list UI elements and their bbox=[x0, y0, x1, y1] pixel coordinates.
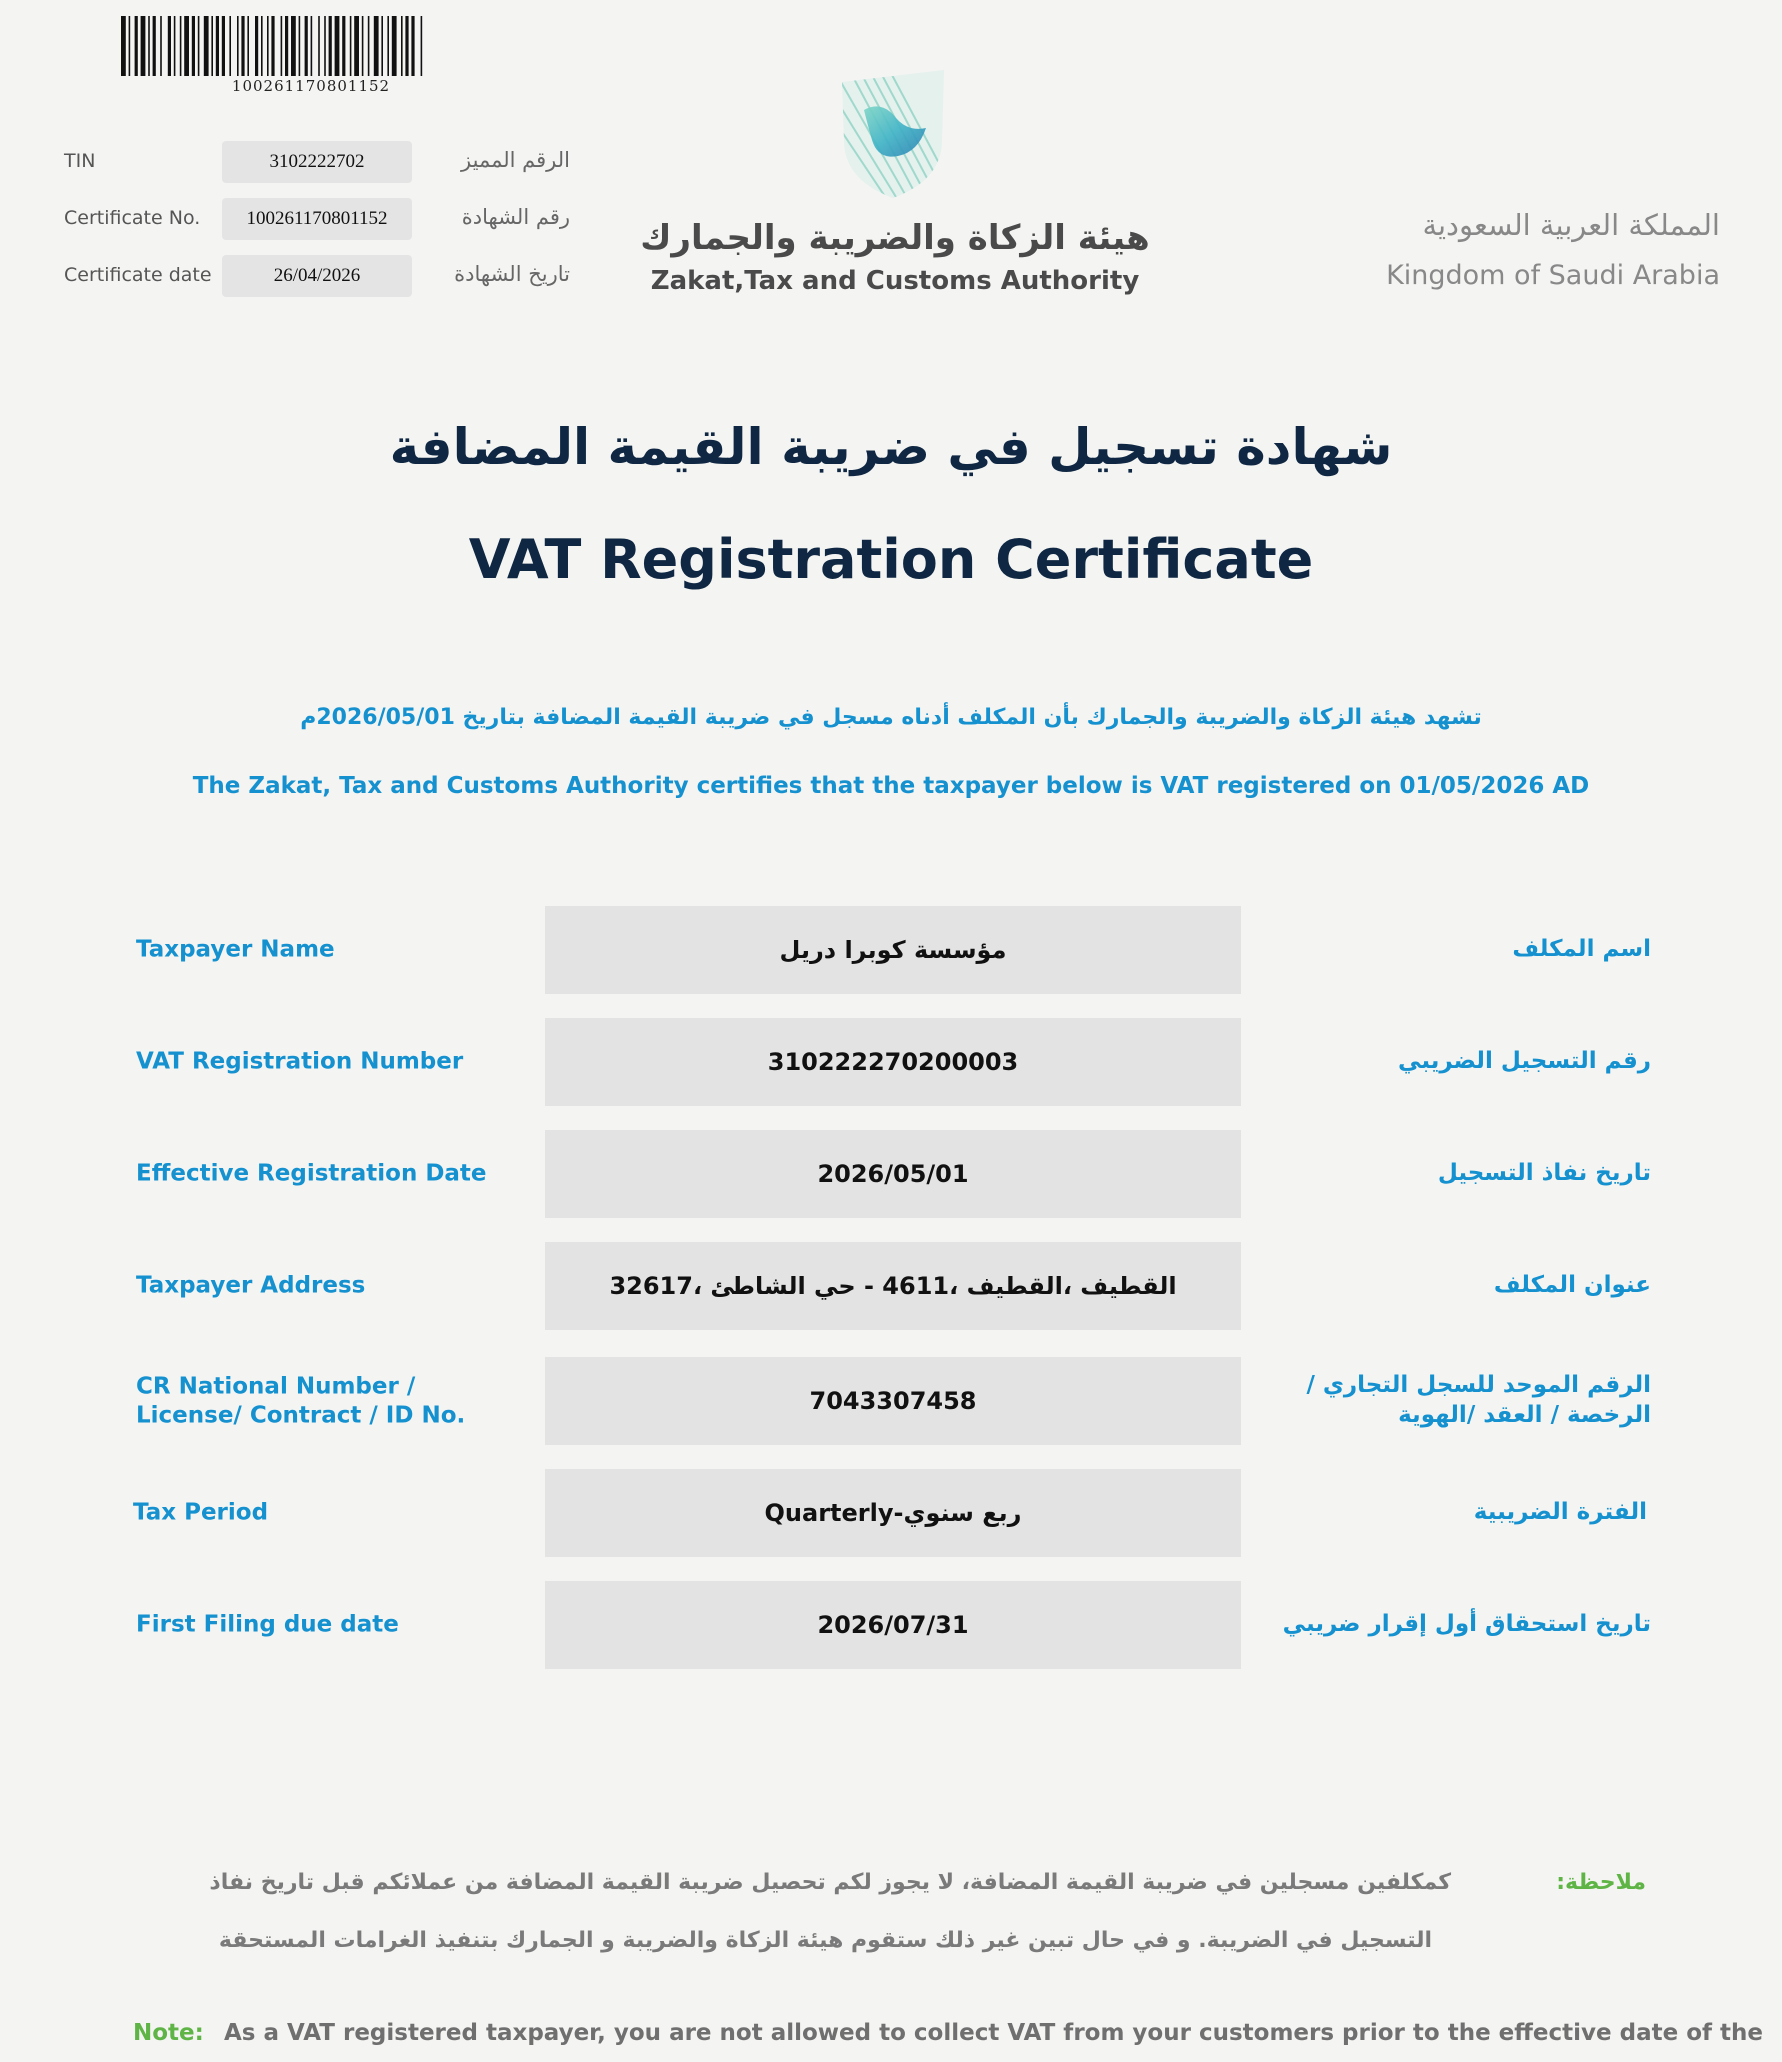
taxpayer-name-value: مؤسسة كوبرا دريل bbox=[545, 906, 1241, 994]
certificate-date-value: 26/04/2026 bbox=[222, 255, 412, 297]
first-filing-date-label-ar: تاريخ استحقاق أول إقرار ضريبي bbox=[1282, 1611, 1651, 1638]
cr-number-label-ar bbox=[1306, 1371, 1651, 1431]
kingdom-name-en: Kingdom of Saudi Arabia bbox=[1386, 260, 1720, 291]
certificate-no-label-en: Certificate No. bbox=[64, 207, 201, 229]
authority-name-ar: هيئة الزكاة والضريبة والجمارك bbox=[640, 218, 1150, 258]
field-row-vat-number bbox=[0, 1018, 1782, 1106]
certificate-no-label-ar: رقم الشهادة bbox=[461, 205, 570, 229]
effective-date-label-ar: تاريخ نفاذ التسجيل bbox=[1437, 1160, 1651, 1187]
vat-number-value: 310222270200003 bbox=[545, 1018, 1241, 1106]
tax-period-label-en: Tax Period bbox=[133, 1499, 269, 1526]
note-text-ar-line2: التسجيل في الضريبة. و في حال تبين غير ذلك ستقوم هيئة الزكاة والضريبة و الجمارك بتنفيذ الغرامات المستحقة bbox=[218, 1928, 1432, 1953]
barcode-number: 100261170801152 bbox=[231, 77, 391, 95]
certificate-date-label-en: Certificate date bbox=[64, 264, 212, 286]
cr-number-label-en bbox=[136, 1372, 465, 1430]
note-label-ar: ملاحظة: bbox=[1556, 1870, 1646, 1895]
field-row-cr-number bbox=[0, 1357, 1782, 1445]
cr-number-value: 7043307458 bbox=[545, 1357, 1241, 1445]
authority-name-en: Zakat,Tax and Customs Authority bbox=[650, 266, 1140, 296]
field-row-first-filing-date bbox=[0, 1581, 1782, 1669]
effective-date-value: 2026/05/01 bbox=[545, 1130, 1241, 1218]
field-row-taxpayer-address bbox=[0, 1242, 1782, 1330]
tax-period-label-ar: الفترة الضريبية bbox=[1473, 1499, 1647, 1526]
tin-value: 3102222702 bbox=[222, 141, 412, 183]
taxpayer-address-label-en: Taxpayer Address bbox=[136, 1272, 366, 1299]
title-ar: شهادة تسجيل في ضريبة القيمة المضافة bbox=[389, 418, 1393, 476]
certificate-no-value: 100261170801152 bbox=[222, 198, 412, 240]
certification-statement-ar: تشهد هيئة الزكاة والضريبة والجمارك بأن المكلف أدناه مسجل في ضريبة القيمة المضافة بتاريخ 2026/05/01م bbox=[300, 705, 1482, 730]
taxpayer-name-label-ar: اسم المكلف bbox=[1512, 936, 1651, 963]
certification-statement-en: The Zakat, Tax and Customs Authority certifies that the taxpayer below is VAT registered on 01/05/2026 AD bbox=[192, 773, 1590, 799]
barcode-image bbox=[121, 16, 501, 76]
vat-number-label-ar: رقم التسجيل الضريبي bbox=[1398, 1048, 1651, 1075]
certificate-date-label-ar: تاريخ الشهادة bbox=[454, 262, 570, 286]
header-row-certificate-no bbox=[62, 195, 582, 252]
kingdom-name-ar: المملكة العربية السعودية bbox=[1422, 208, 1720, 242]
taxpayer-name-label-en: Taxpayer Name bbox=[136, 936, 335, 963]
tin-label-en: TIN bbox=[64, 150, 96, 172]
effective-date-label-en: Effective Registration Date bbox=[136, 1160, 487, 1187]
cr-number-label-en-line2: License/ Contract / ID No. bbox=[136, 1402, 466, 1428]
taxpayer-address-label-ar: عنوان المكلف bbox=[1493, 1272, 1651, 1299]
field-row-taxpayer-name bbox=[0, 906, 1782, 994]
first-filing-date-value: 2026/07/31 bbox=[545, 1581, 1241, 1669]
cr-number-label-en-line1: CR National Number / bbox=[136, 1373, 416, 1400]
authority-logo-icon bbox=[834, 70, 952, 200]
note-text-en: As a VAT registered taxpayer, you are not allowed to collect VAT from your customers prior to the effective date of the bbox=[224, 2020, 1763, 2046]
title-en: VAT Registration Certificate bbox=[468, 528, 1314, 591]
first-filing-date-label-en: First Filing due date bbox=[136, 1611, 399, 1638]
taxpayer-address-value: القطيف ،القطيف ،4611 - حي الشاطئ ،32617 bbox=[545, 1242, 1241, 1330]
tin-label-ar: الرقم المميز bbox=[461, 148, 570, 172]
note-label-en: Note: bbox=[133, 2020, 204, 2046]
header-row-tin bbox=[62, 138, 582, 195]
field-row-tax-period bbox=[0, 1469, 1782, 1557]
vat-number-label-en: VAT Registration Number bbox=[136, 1048, 464, 1075]
note-text-ar-line1: كمكلفين مسجلين في ضريبة القيمة المضافة، لا يجوز لكم تحصيل ضريبة القيمة المضافة من عملائكم قبل تاريخ نفاذ bbox=[209, 1870, 1451, 1895]
header-row-certificate-date bbox=[62, 252, 582, 309]
cr-number-label-ar-line2: الرخصة / العقد /الهوية bbox=[1398, 1402, 1651, 1428]
tax-period-value: Quarterly-ربع سنوي bbox=[545, 1469, 1241, 1557]
field-row-effective-date bbox=[0, 1130, 1782, 1218]
cr-number-label-ar-line1: الرقم الموحد للسجل التجاري / bbox=[1306, 1372, 1651, 1399]
header-info bbox=[62, 138, 582, 309]
barcode bbox=[121, 16, 501, 95]
